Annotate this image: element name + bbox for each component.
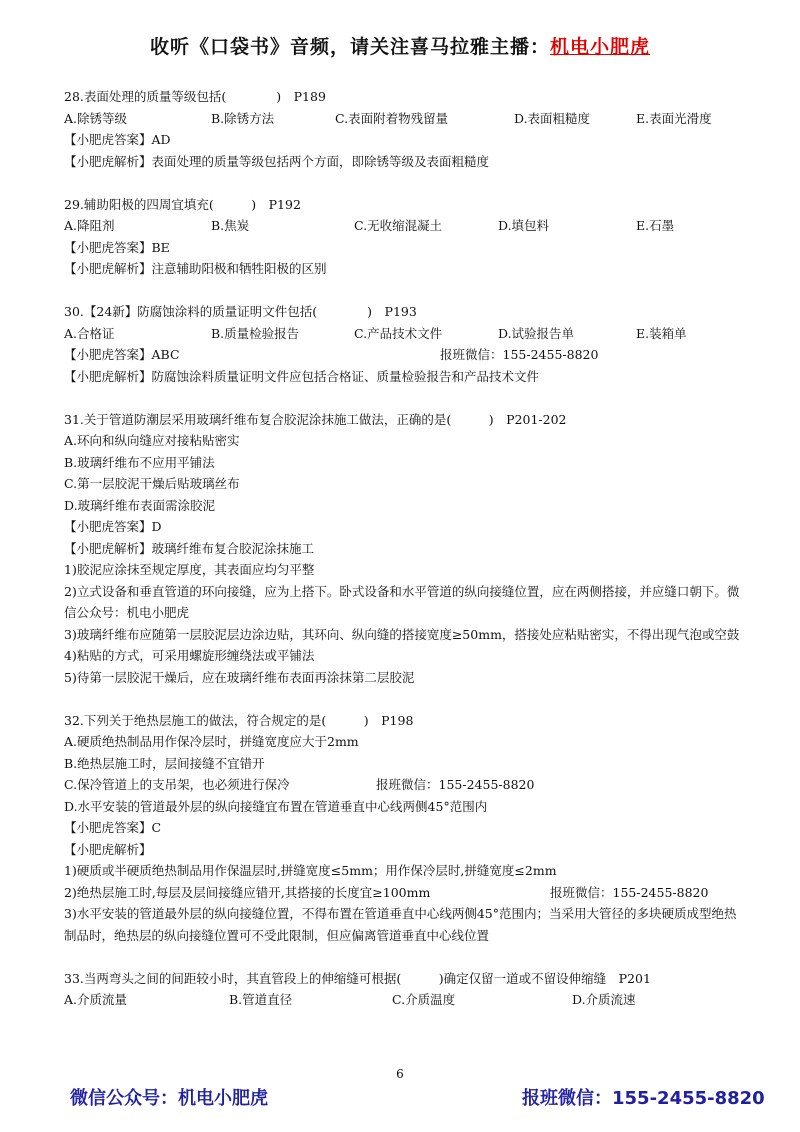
option-d: D.试验报告单 xyxy=(498,325,575,341)
analysis-title: 【小肥虎解析】 xyxy=(64,841,152,857)
footer-contact: 报班微信：155-2455-8820 xyxy=(522,1088,765,1109)
answer: 【小肥虎答案】BE xyxy=(64,239,170,255)
answer: 【小肥虎答案】D xyxy=(64,519,162,534)
contact-wechat: 报班微信：155-2455-8820 xyxy=(550,884,709,900)
question-title: 31.关于管道防潮层采用玻璃纤维布复合胶泥涂抹施工做法，正确的是( ) P201-202 xyxy=(64,411,567,427)
analysis-point-1: 1)硬质或半硬质绝热制品用作保温层时,拼缝宽度≤5mm；用作保冷层时,拼缝宽度≤2mm xyxy=(64,863,557,878)
analysis: 【小肥虎解析】防腐蚀涂料质量证明文件应包括合格证、质量检验报告和产品技术文件 xyxy=(64,368,540,384)
question-title: 28.表面处理的质量等级包括( ) P189 xyxy=(64,89,326,104)
contact-wechat: 报班微信：155-2455-8820 xyxy=(376,777,535,792)
analysis-title: 【小肥虎解析】玻璃纤维布复合胶泥涂抹施工 xyxy=(64,540,315,556)
header-anchor-link[interactable]: 机电小肥虎 xyxy=(550,36,651,58)
option-c-row xyxy=(64,774,744,796)
option-a: A.硬质绝热制品用作保冷层时，拼缝宽度应大于2mm xyxy=(64,734,359,749)
footer-wechat-account: 微信公众号：机电小肥虎 xyxy=(70,1088,268,1109)
option-c: C.产品技术文件 xyxy=(354,325,443,341)
option-d: D.填包料 xyxy=(498,218,550,233)
option-c: C.表面附着物残留量 xyxy=(335,110,449,126)
question-33 xyxy=(64,968,744,1011)
analysis-point-5: 5)待第一层胶泥干燥后，应在玻璃纤维布表面再涂抹第二层胶泥 xyxy=(64,669,415,685)
options-row xyxy=(64,215,744,237)
option-c: C.无收缩混凝土 xyxy=(354,218,443,233)
option-c: C.保冷管道上的支吊架，也必须进行保冷 xyxy=(64,777,290,792)
options-row xyxy=(64,989,744,1011)
analysis-point-2: 2)绝热层施工时,每层及层间接缝应错开,其搭接的长度宜≥100mm xyxy=(64,884,431,900)
analysis-point-3: 3)水平安装的管道最外层的纵向接缝位置，不得布置在管道垂直中心线两侧45°范围内；当采用大管径的多块硬质成型绝热制品时，绝热层的纵向接缝位置可不受此限制，但应偏离管道垂直中心线位置 xyxy=(64,906,737,943)
analysis: 【小肥虎解析】表面处理的质量等级包括两个方面，即除锈等级及表面粗糙度 xyxy=(64,153,490,169)
option-e: E.石墨 xyxy=(636,218,675,233)
header-prefix: 收听《口袋书》音频，请关注喜马拉雅主播： xyxy=(149,36,550,58)
option-b: B.管道直径 xyxy=(229,992,293,1007)
option-a: A.除锈等级 xyxy=(64,110,128,126)
question-title: 32.下列关于绝热层施工的做法，符合规定的是( ) P198 xyxy=(64,712,414,728)
option-d: D.玻璃纤维布表面需涂胶泥 xyxy=(64,497,216,513)
analysis-point-1: 1)胶泥应涂抹至规定厚度，其表面应均匀平整 xyxy=(64,562,315,577)
page-number: 6 xyxy=(396,1067,404,1081)
analysis-point-4: 4)粘贴的方式，可采用螺旋形缠绕法或平铺法 xyxy=(64,648,315,663)
option-e: E.表面光滑度 xyxy=(636,110,712,126)
question-title: 30.【24新】防腐蚀涂料的质量证明文件包括( ) P193 xyxy=(64,304,417,319)
answer: 【小肥虎答案】C xyxy=(64,820,162,835)
question-28 xyxy=(64,86,744,172)
question-32 xyxy=(64,710,744,947)
page-header xyxy=(0,32,800,59)
question-title: 33.当两弯头之间的间距较小时，其直管段上的伸缩缝可根据( )确定仅留一道或不留设伸缩缝 P201 xyxy=(64,970,651,986)
answer-row xyxy=(64,344,744,366)
options-row xyxy=(64,323,744,345)
option-a: A.环向和纵向缝应对接粘贴密实 xyxy=(64,433,240,448)
option-b: B.玻璃纤维布不应用平铺法 xyxy=(64,454,215,470)
analysis: 【小肥虎解析】注意辅助阳极和牺牲阳极的区别 xyxy=(64,261,327,276)
question-31 xyxy=(64,409,744,689)
option-b: B.焦炭 xyxy=(211,218,250,233)
option-d: D.水平安装的管道最外层的纵向接缝宜布置在管道垂直中心线两侧45°范围内 xyxy=(64,798,488,814)
option-e: E.装箱单 xyxy=(636,325,687,341)
question-list xyxy=(64,86,744,1011)
question-29 xyxy=(64,194,744,280)
option-a: A.介质流量 xyxy=(64,992,128,1007)
question-30 xyxy=(64,301,744,387)
analysis-point-2-row xyxy=(64,882,744,904)
option-a: A.降阻剂 xyxy=(64,218,115,233)
answer: 【小肥虎答案】ABC xyxy=(64,347,180,362)
analysis-point-2: 2)立式设备和垂直管道的环向接缝，应为上搭下。卧式设备和水平管道的纵向接缝位置，应在两侧搭接，并应缝口朝下。微信公众号：机电小肥虎 xyxy=(64,583,740,620)
answer: 【小肥虎答案】AD xyxy=(64,132,171,147)
question-title: 29.辅助阳极的四周宜填充( ) P192 xyxy=(64,196,301,212)
option-c: C.介质温度 xyxy=(392,992,456,1007)
option-b: B.质量检验报告 xyxy=(211,325,300,341)
option-d: D.介质流速 xyxy=(572,992,636,1007)
option-c: C.第一层胶泥干燥后贴玻璃丝布 xyxy=(64,476,240,491)
contact-wechat: 报班微信：155-2455-8820 xyxy=(440,347,599,362)
options-row xyxy=(64,108,744,130)
analysis-point-3: 3)玻璃纤维布应随第一层胶泥层边涂边贴，其环向、纵向缝的搭接宽度≥50mm，搭接处应粘贴密实，不得出现气泡或空鼓 xyxy=(64,626,740,642)
option-d: D.表面粗糙度 xyxy=(514,110,591,126)
option-b: B.除锈方法 xyxy=(211,110,275,126)
option-b: B.绝热层施工时，层间接缝不宜错开 xyxy=(64,755,265,771)
option-a: A.合格证 xyxy=(64,325,115,341)
